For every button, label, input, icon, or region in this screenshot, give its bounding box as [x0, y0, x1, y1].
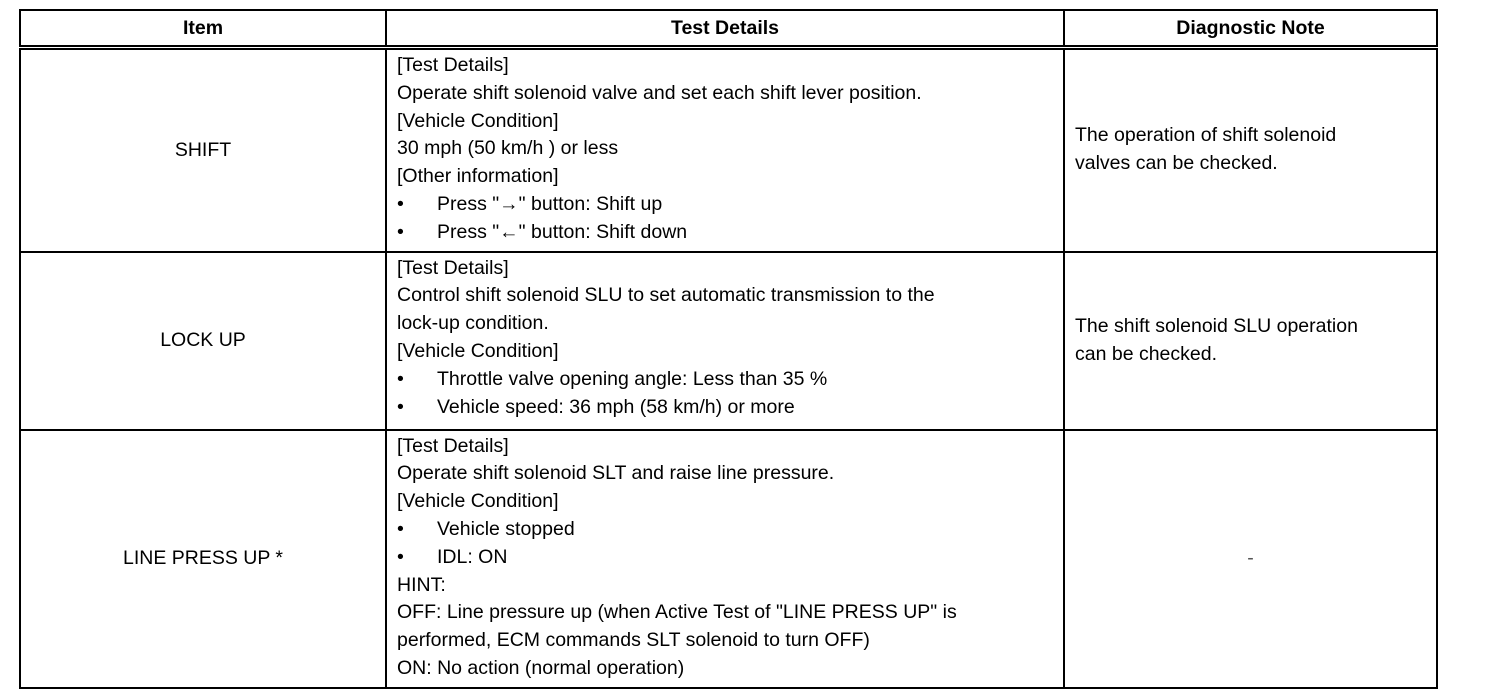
detail-line: [Vehicle Condition] [397, 339, 559, 362]
diagnostic-note-cell [1064, 252, 1437, 430]
note-line: The shift solenoid SLU operation [1075, 314, 1358, 337]
bullet-text: Vehicle stopped [437, 517, 575, 540]
table-row-line-press-up [20, 430, 1437, 688]
detail-line: HINT: [397, 573, 446, 596]
bullet-item [397, 516, 1055, 544]
bullet-item [397, 191, 1055, 219]
detail-line: [Test Details] [397, 434, 509, 457]
header-test-details: Test Details [386, 10, 1064, 48]
detail-line: [Vehicle Condition] [397, 490, 559, 513]
test-details-cell [386, 252, 1064, 430]
bullet-item [397, 219, 1055, 247]
test-details-cell [386, 430, 1064, 688]
bullet-text: Vehicle speed: 36 mph (58 km/h) or more [437, 395, 795, 418]
detail-line: 30 mph (50 km/h ) or less [397, 137, 619, 160]
bullet-marker: • [397, 367, 404, 390]
bullet-marker: • [397, 545, 404, 568]
detail-line: ON: No action (normal operation) [397, 656, 685, 679]
detail-line: lock-up condition. [397, 312, 549, 335]
bullet-item [397, 394, 1055, 422]
header-diagnostic-note: Diagnostic Note [1064, 10, 1437, 48]
bullet-text: IDL: ON [437, 545, 508, 568]
item-cell: LINE PRESS UP * [20, 430, 386, 688]
bullet-text: Press "←" button: Shift down [437, 220, 688, 243]
note-line: valves can be checked. [1075, 152, 1278, 175]
header-item: Item [20, 10, 386, 48]
bullet-marker: • [397, 220, 404, 243]
detail-line: [Vehicle Condition] [397, 109, 559, 132]
table-row-shift [20, 48, 1437, 252]
detail-line: Control shift solenoid SLU to set automatic transmission to the [397, 284, 935, 307]
diagnostic-note-cell [1064, 48, 1437, 252]
diagnostic-note-cell [1064, 430, 1437, 688]
test-details-cell [386, 48, 1064, 252]
bullet-item [397, 544, 1055, 572]
note-line: The operation of shift solenoid [1075, 124, 1337, 147]
item-cell: LOCK UP [20, 252, 386, 430]
detail-line: Operate shift solenoid valve and set each shift lever position. [397, 81, 922, 104]
detail-line: OFF: Line pressure up (when Active Test of "LINE PRESS UP" is [397, 601, 957, 624]
table-header-row [20, 10, 1437, 48]
bullet-marker: • [397, 395, 404, 418]
detail-line: performed, ECM commands SLT solenoid to turn OFF) [397, 629, 870, 652]
table-row-lock-up [20, 252, 1437, 430]
note-line: - [1247, 546, 1254, 569]
bullet-marker: • [397, 517, 404, 540]
detail-line: [Test Details] [397, 54, 509, 76]
detail-line: [Test Details] [397, 256, 509, 279]
bullet-item [397, 366, 1055, 394]
bullet-text: Press "→" button: Shift up [437, 192, 663, 215]
detail-line: [Other information] [397, 165, 559, 188]
detail-line: Operate shift solenoid SLT and raise line pressure. [397, 462, 835, 485]
note-line: can be checked. [1075, 342, 1218, 365]
bullet-marker: • [397, 192, 404, 215]
active-test-table [19, 9, 1438, 689]
bullet-text: Throttle valve opening angle: Less than 35 % [437, 367, 828, 390]
item-cell: SHIFT [20, 48, 386, 252]
